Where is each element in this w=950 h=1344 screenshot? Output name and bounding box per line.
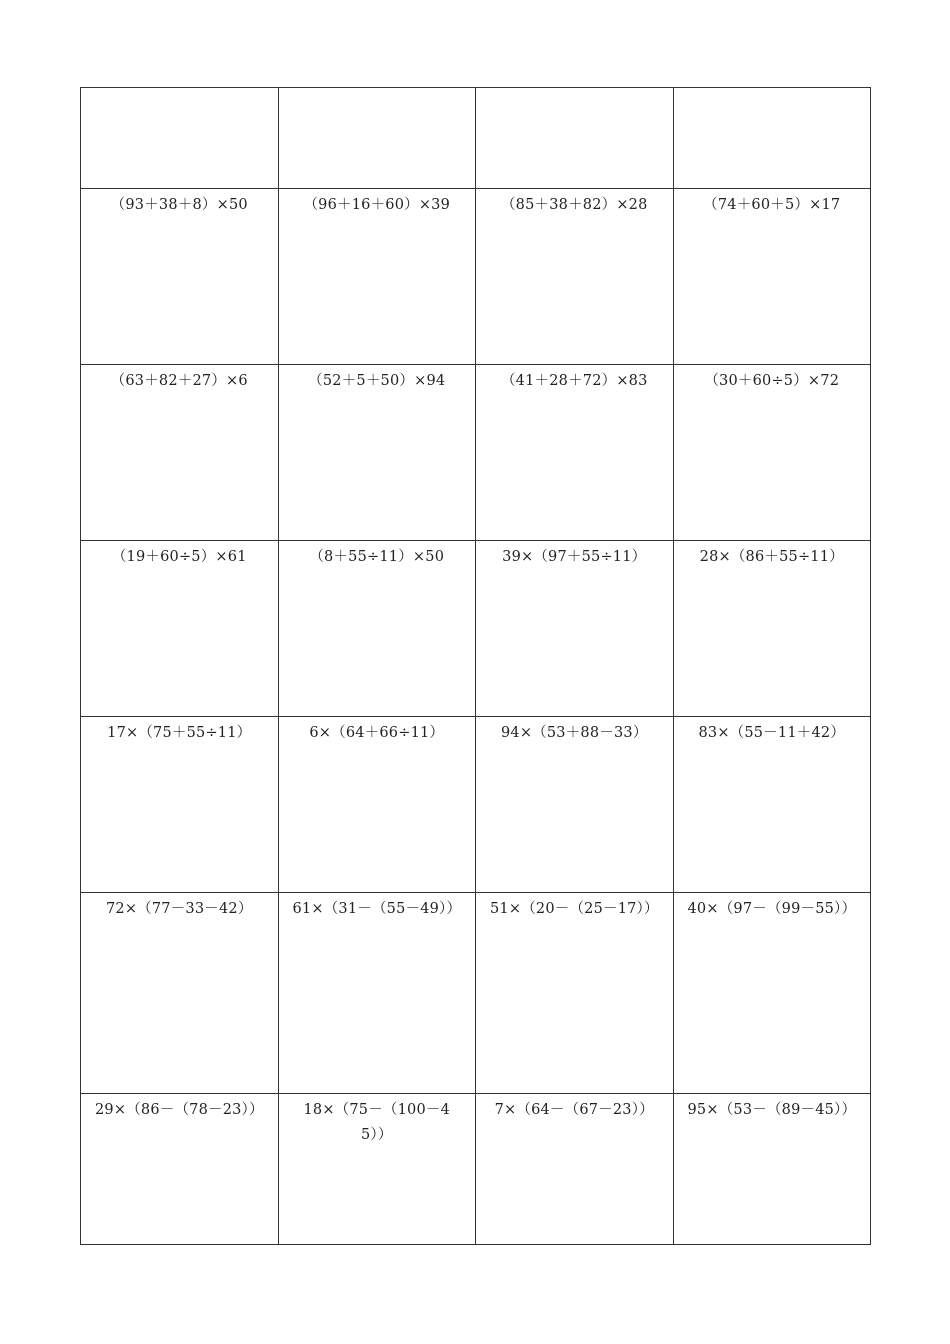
- problem-row: [81, 189, 871, 365]
- problem-row: [81, 717, 871, 893]
- blank-cell: [476, 88, 674, 189]
- problem-cell: （19＋60÷5）×61: [81, 541, 279, 717]
- problem-cell: 40×（97－（99－55））: [673, 893, 871, 1094]
- blank-cell: [81, 88, 279, 189]
- blank-cell: [673, 88, 871, 189]
- problem-cell: 61×（31－（55－49））: [278, 893, 476, 1094]
- problem-row: [81, 365, 871, 541]
- problem-cell: 83×（55－11＋42）: [673, 717, 871, 893]
- problem-row: [81, 541, 871, 717]
- problem-cell: （41＋28＋72）×83: [476, 365, 674, 541]
- problem-cell: 28×（86＋55÷11）: [673, 541, 871, 717]
- problem-cell: 95×（53－（89－45））: [673, 1094, 871, 1245]
- problem-cell: （52＋5＋50）×94: [278, 365, 476, 541]
- problem-cell: （96＋16＋60）×39: [278, 189, 476, 365]
- problem-row: [81, 893, 871, 1094]
- problem-cell: 94×（53＋88－33）: [476, 717, 674, 893]
- problem-row: [81, 1094, 871, 1245]
- problem-cell: 17×（75＋55÷11）: [81, 717, 279, 893]
- problem-cell: 29×（86－（78－23））: [81, 1094, 279, 1245]
- problem-cell: （8＋55÷11）×50: [278, 541, 476, 717]
- arithmetic-worksheet-table: [80, 87, 871, 1245]
- problem-cell: 6×（64＋66÷11）: [278, 717, 476, 893]
- problem-cell: （63＋82＋27）×6: [81, 365, 279, 541]
- problem-cell: （30＋60÷5）×72: [673, 365, 871, 541]
- problem-cell: 51×（20－（25－17））: [476, 893, 674, 1094]
- problem-cell: （74＋60＋5）×17: [673, 189, 871, 365]
- problem-cell: 72×（77－33－42）: [81, 893, 279, 1094]
- problem-cell: （93＋38＋8）×50: [81, 189, 279, 365]
- problem-cell: 18×（75－（100－45））: [278, 1094, 476, 1245]
- header-row: [81, 88, 871, 189]
- problem-cell: 7×（64－（67－23））: [476, 1094, 674, 1245]
- blank-cell: [278, 88, 476, 189]
- problem-cell: 39×（97＋55÷11）: [476, 541, 674, 717]
- problem-cell: （85＋38＋82）×28: [476, 189, 674, 365]
